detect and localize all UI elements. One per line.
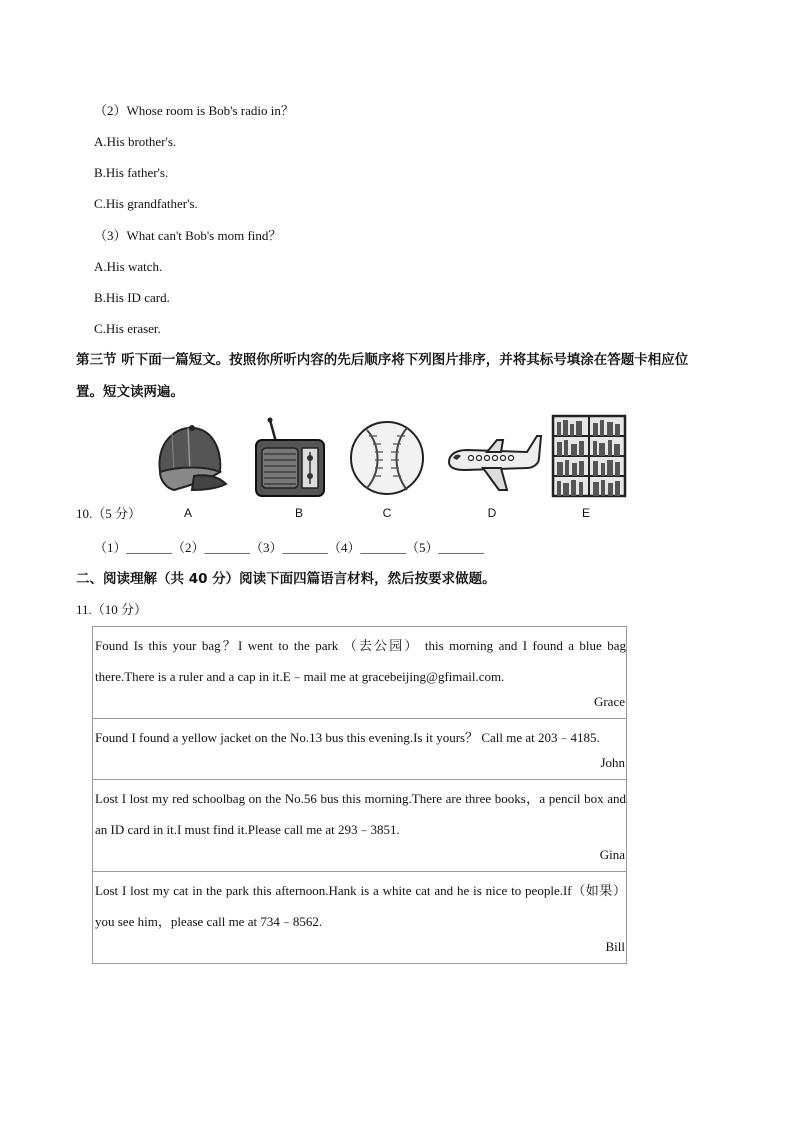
question-11-number: 11.（10 分） [76, 602, 148, 617]
notice-signer: Gina [599, 847, 625, 862]
picture-label-e: E [581, 506, 590, 520]
notice-row [93, 627, 627, 719]
notice-cell [93, 780, 627, 872]
question-2-stem: （2）Whose room is Bob's radio in？ [94, 103, 294, 118]
question-10-number: 10.（5 分） [76, 506, 142, 521]
question-3-option-c: C.His eraser. [94, 321, 161, 336]
notice-text: Found Is this your bag？I went to the park （去公园） this morning and I found a blue bag there.There is a ruler and a cap in it.E﹣mail me at gracebeijing@gfimail.com. [95, 638, 626, 684]
cap-icon [148, 414, 228, 498]
notice-cell [93, 719, 627, 780]
notice-signer: Bill [605, 939, 625, 954]
notice-cell [93, 872, 627, 964]
part-2-heading: 二、阅读理解（共 40 分）阅读下面四篇语言材料，然后按要求做题。 [76, 571, 496, 587]
question-3-option-a: A.His watch. [94, 259, 163, 274]
notice-signer: Grace [593, 694, 625, 709]
question-3-option-b: B.His ID card. [94, 290, 170, 305]
airplane-icon [443, 414, 543, 498]
picture-label-a: A [183, 506, 192, 520]
bookcase-icon [551, 414, 627, 498]
question-2-option-a: A.His brother's. [94, 134, 177, 149]
picture-label-c: C [382, 506, 392, 520]
question-10-answer-blanks: （1）_______（2）_______（3）_______（4）_______（5）_______ [94, 540, 484, 555]
notice-row [93, 872, 627, 964]
radio-icon [250, 414, 330, 498]
notice-cell [93, 627, 627, 719]
section-3-instruction-line1: 第三节 听下面一篇短文。按照你所听内容的先后顺序将下列图片排序，并将其标号填涂在答题卡相应位 [76, 352, 689, 368]
baseball-icon [347, 414, 427, 498]
notice-text: Lost I lost my red schoolbag on the No.56 bus this morning.There are three books，a pencil box and an ID card in it.I must find it.Please call me at 293﹣3851. [95, 791, 626, 837]
question-2-option-b: B.His father's. [94, 165, 169, 180]
section-3-instruction-line2: 置。短文读两遍。 [76, 384, 184, 400]
question-2-option-c: C.His grandfather's. [94, 196, 198, 211]
notice-signer: John [600, 755, 625, 770]
picture-label-d: D [487, 506, 497, 520]
notices-table [92, 626, 627, 964]
notice-text: Found I found a yellow jacket on the No.13 bus this evening.Is it yours？ Call me at 203﹣4185. [95, 730, 600, 745]
notice-row [93, 780, 627, 872]
picture-label-b: B [294, 506, 303, 520]
notice-row [93, 719, 627, 780]
question-3-stem: （3）What can't Bob's mom find？ [94, 228, 282, 243]
notice-text: Lost I lost my cat in the park this afternoon.Hank is a white cat and he is nice to people.If（如果） you see him，please call me at 734﹣8562. [95, 883, 626, 929]
